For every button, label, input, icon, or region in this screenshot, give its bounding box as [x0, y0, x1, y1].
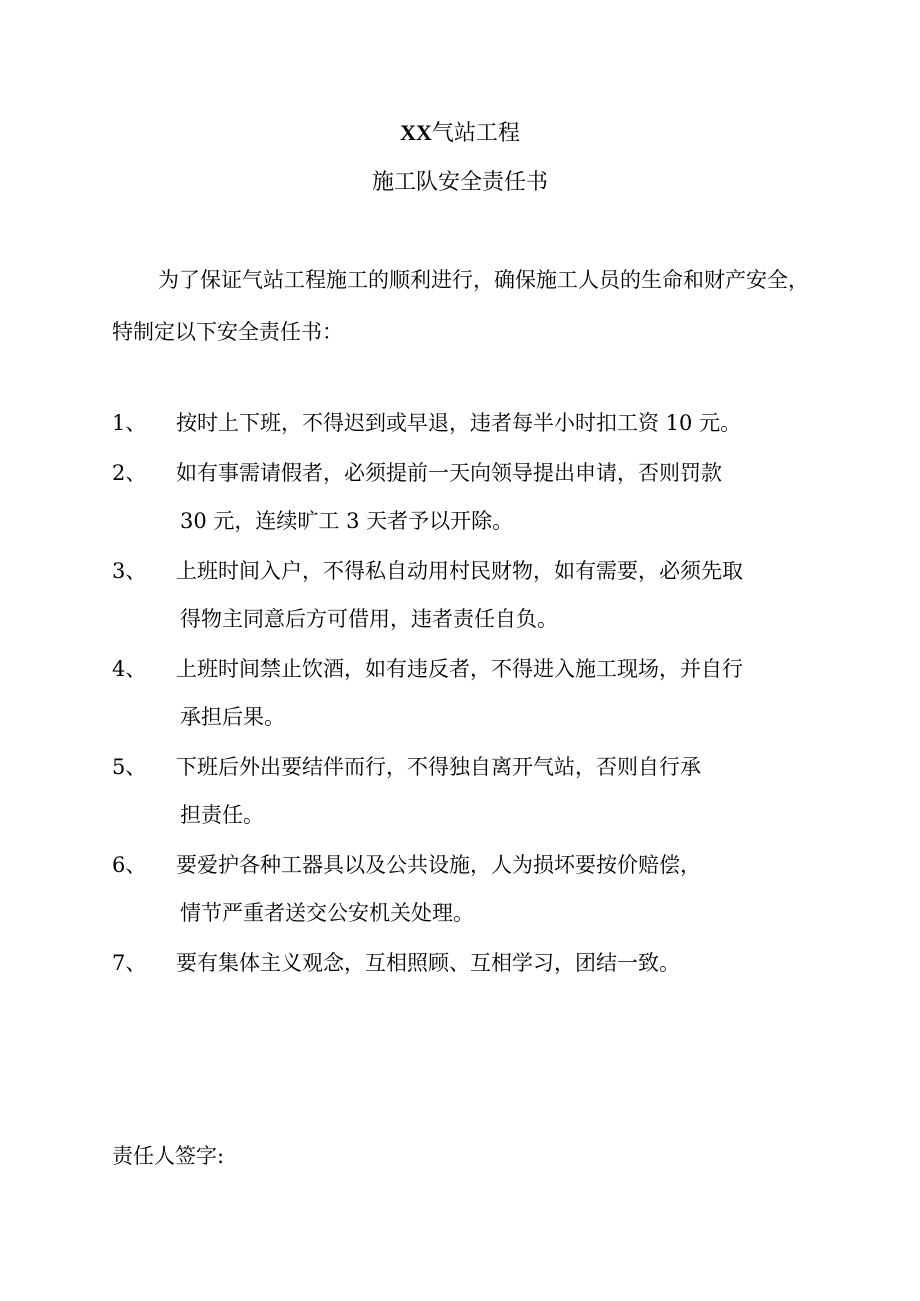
rule-line-2: 承担后果。 — [180, 705, 285, 729]
rule-line-1: 如有事需请假者，必须提前一天向领导提出申请，否则罚款 — [176, 461, 722, 485]
rule-line-2: 得物主同意后方可借用，违者责任自负。 — [180, 607, 558, 631]
rule-line-2: 情节严重者送交公安机关处理。 — [180, 901, 474, 925]
rule-line-1: 上班时间入户，不得私自动用村民财物，如有需要，必须先取 — [176, 559, 743, 583]
title-main-text: 气站工程 — [431, 121, 520, 146]
rule-line-2: 担责任。 — [180, 803, 264, 827]
rule-item-5 — [112, 743, 812, 839]
rule-number: 2、 — [112, 461, 147, 485]
signature-label: 责任人签字: — [112, 1144, 225, 1168]
rule-line-2: 30 元，连续旷工 3 天者予以开除。 — [180, 509, 514, 533]
rule-item-2 — [112, 449, 812, 545]
rule-number: 7、 — [112, 951, 147, 975]
rule-line-1: 上班时间禁止饮酒，如有违反者，不得进入施工现场，并自行 — [176, 657, 743, 681]
rule-item-4 — [112, 645, 812, 741]
rule-line-1: 要有集体主义观念，互相照顾、互相学习，团结一致。 — [176, 951, 680, 975]
rule-item-6 — [112, 841, 812, 937]
rule-number: 3、 — [112, 559, 147, 583]
title-prefix: XX — [400, 120, 432, 145]
rule-number: 1、 — [112, 411, 147, 435]
rules-list — [112, 399, 812, 989]
rule-number: 5、 — [112, 755, 147, 779]
rule-item-3 — [112, 547, 812, 643]
rule-line-1: 要爱护各种工器具以及公共设施，人为损坏要按价赔偿， — [176, 853, 701, 877]
rule-item-1 — [112, 399, 812, 447]
rule-number: 6、 — [112, 853, 147, 877]
rule-number: 4、 — [112, 657, 147, 681]
rule-line-1: 下班后外出要结伴而行，不得独自离开气站，否则自行承 — [176, 755, 701, 779]
rule-line-1: 按时上下班，不得迟到或早退，违者每半小时扣工资 10 元。 — [176, 411, 742, 435]
rule-item-7 — [112, 939, 812, 987]
document-subtitle: 施工队安全责任书 — [371, 170, 548, 195]
intro-text: 为了保证气站工程施工的顺利进行，确保施工人员的生命和财产安全，特制定以下安全责任书： — [112, 268, 809, 344]
document-title — [0, 118, 920, 149]
intro-paragraph — [112, 254, 812, 358]
